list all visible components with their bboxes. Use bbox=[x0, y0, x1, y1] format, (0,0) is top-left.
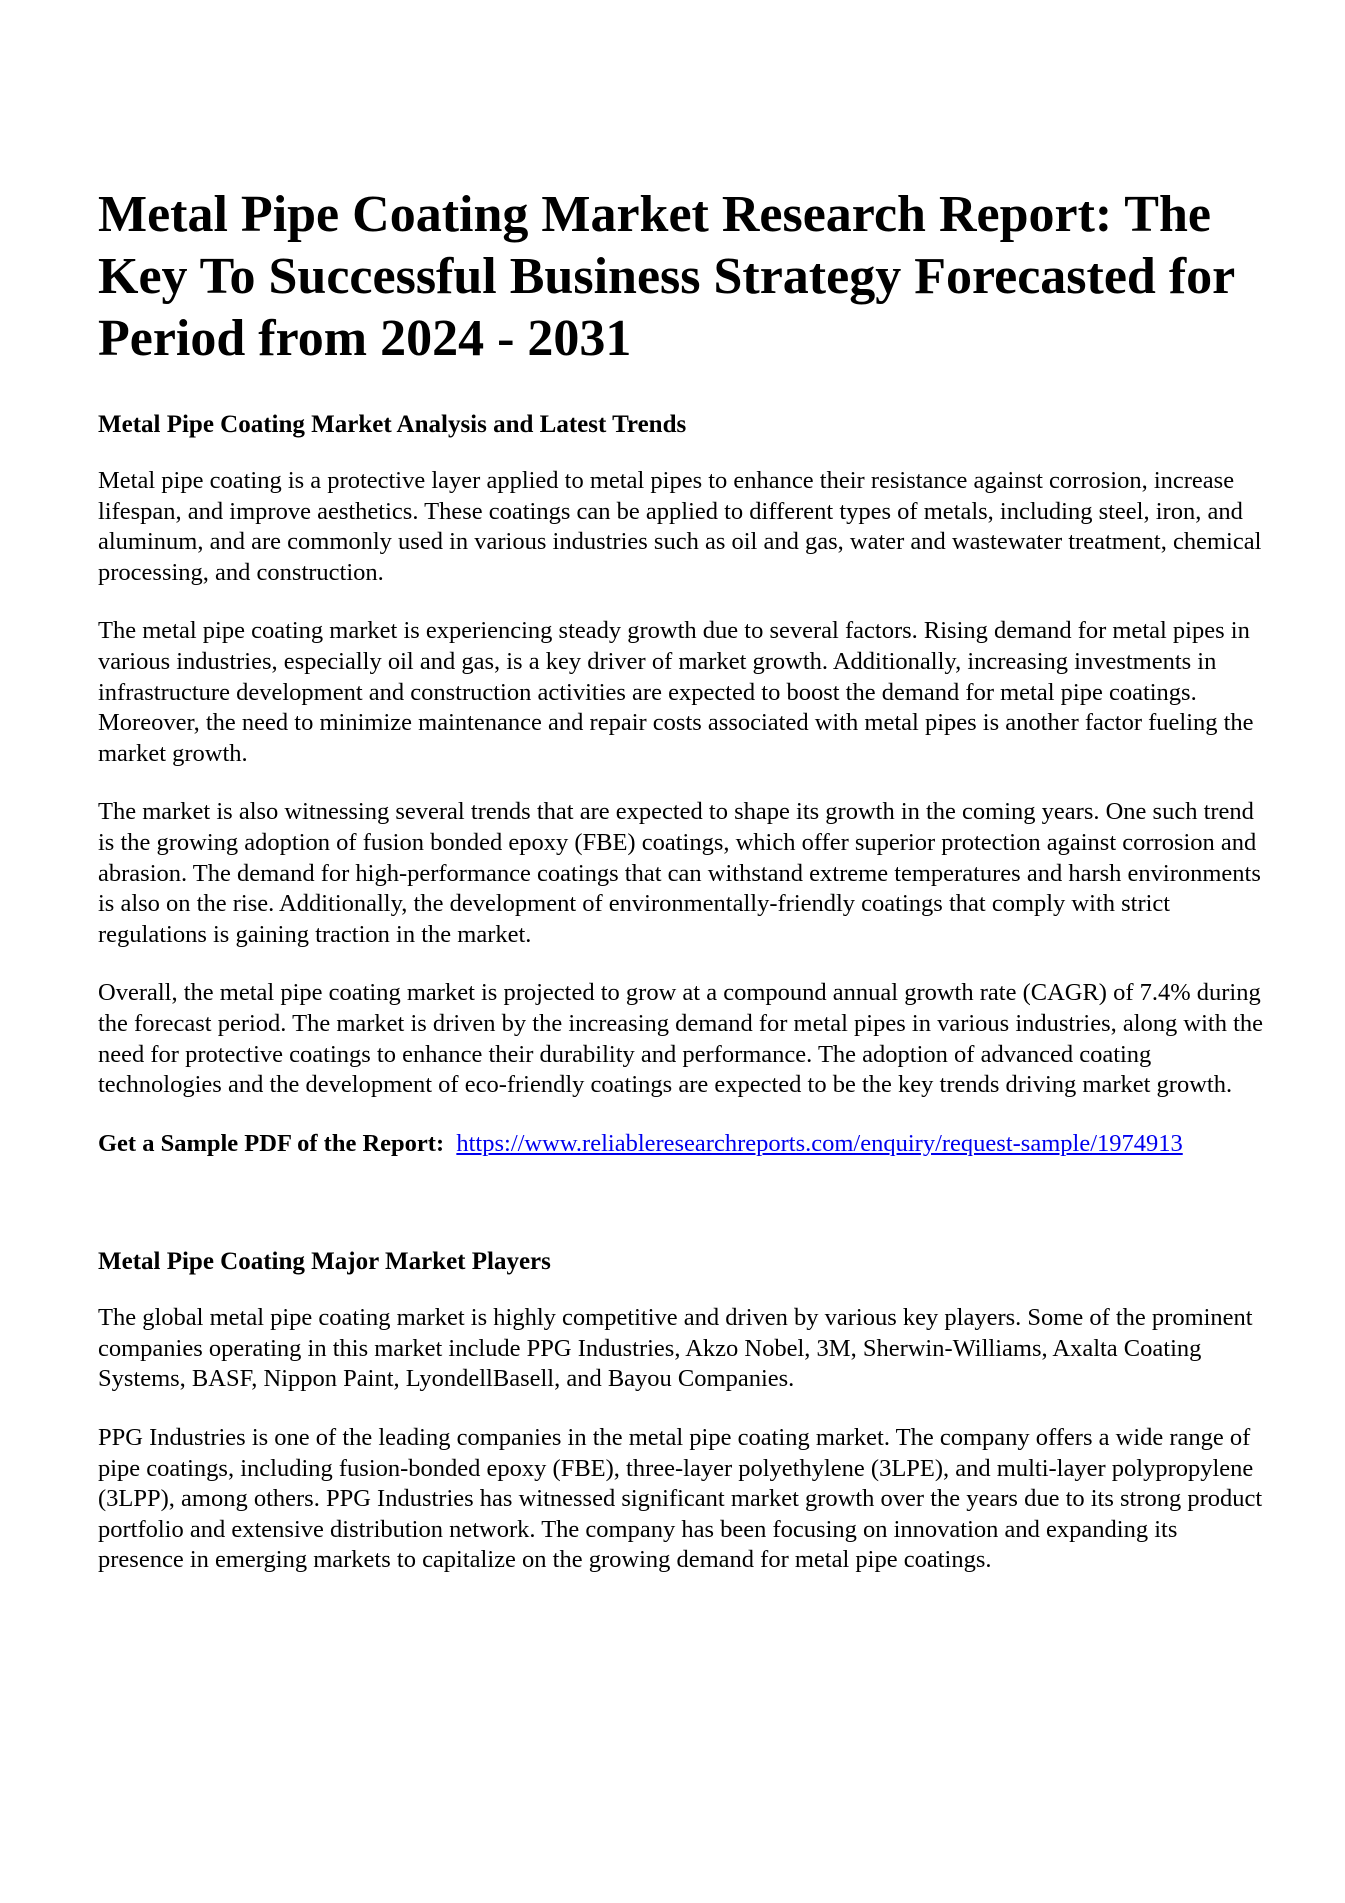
section-spacer bbox=[98, 1159, 1268, 1247]
paragraph: Overall, the metal pipe coating market is projected to grow at a compound annual growth rate (CAGR) of 7.4% during the forecast period. The market is driven by the increasing demand for metal pipes in various industries, along with the need for protective coatings to enhance their durability and performance. The adoption of advanced coating technologies and the development of eco-friendly coatings are expected to be the key trends driving market growth. bbox=[98, 979, 1264, 1099]
paragraph: The global metal pipe coating market is highly competitive and driven by various key players. Some of the prominent companies operating in this market include PPG Industries, Akzo Nobel, 3M, Sherwin-Williams, Axalta Coating Systems, BASF, Nippon Paint, LyondellBasell, and Bayou Companies. bbox=[98, 1304, 1253, 1393]
sample-pdf-label: Get a Sample PDF of the Report: bbox=[98, 1129, 445, 1157]
page-title: Metal Pipe Coating Market Research Report: The Key To Successful Business Strategy Forecasted for Period from 2024 - 2031 bbox=[98, 186, 1235, 367]
paragraph: The market is also witnessing several trends that are expected to shape its growth in the coming years. One such trend is the growing adoption of fusion bonded epoxy (FBE) coatings, which offer superior protection against corrosion and abrasion. The demand for high-performance coatings that can withstand extreme temperatures and harsh environments is also on the rise. Additionally, the development of environmentally-friendly coatings that comply with strict regulations is gaining traction in the market. bbox=[98, 798, 1261, 948]
paragraph: Metal pipe coating is a protective layer applied to metal pipes to enhance their resistance against corrosion, increase lifespan, and improve aesthetics. These coatings can be applied to different types of metals, including steel, iron, and aluminum, and are commonly used in various industries such as oil and gas, water and wastewater treatment, chemical processing, and construction. bbox=[98, 467, 1262, 586]
section-major-players bbox=[98, 1247, 1268, 1576]
document-page bbox=[98, 184, 1268, 1604]
paragraph: The metal pipe coating market is experiencing steady growth due to several factors. Rising demand for metal pipes in various industries, especially oil and gas, is a key driver of market growth. Additionally, increasing investments in infrastructure development and construction activities are expected to boost the demand for metal pipe coatings. Moreover, the need to minimize maintenance and repair costs associated with metal pipes is another factor fueling the market growth. bbox=[98, 617, 1254, 767]
sample-pdf-link[interactable]: https://www.reliableresearchreports.com/enquiry/request-sample/1974913 bbox=[456, 1129, 1183, 1157]
section-heading: Metal Pipe Coating Market Analysis and Latest Trends bbox=[98, 411, 687, 438]
sample-pdf-callout bbox=[98, 1129, 1268, 1160]
section-heading: Metal Pipe Coating Major Market Players bbox=[98, 1248, 551, 1276]
section-analysis-trends bbox=[98, 410, 1268, 1159]
paragraph: PPG Industries is one of the leading companies in the metal pipe coating market. The company offers a wide range of pipe coatings, including fusion-bonded epoxy (FBE), three-layer polyethylene (3LPE), and multi-layer polypropylene (3LPP), among others. PPG Industries has witnessed significant market growth over the years due to its strong product portfolio and extensive distribution network. The company has been focusing on innovation and expanding its presence in emerging markets to capitalize on the growing demand for metal pipe coatings. bbox=[98, 1424, 1263, 1574]
